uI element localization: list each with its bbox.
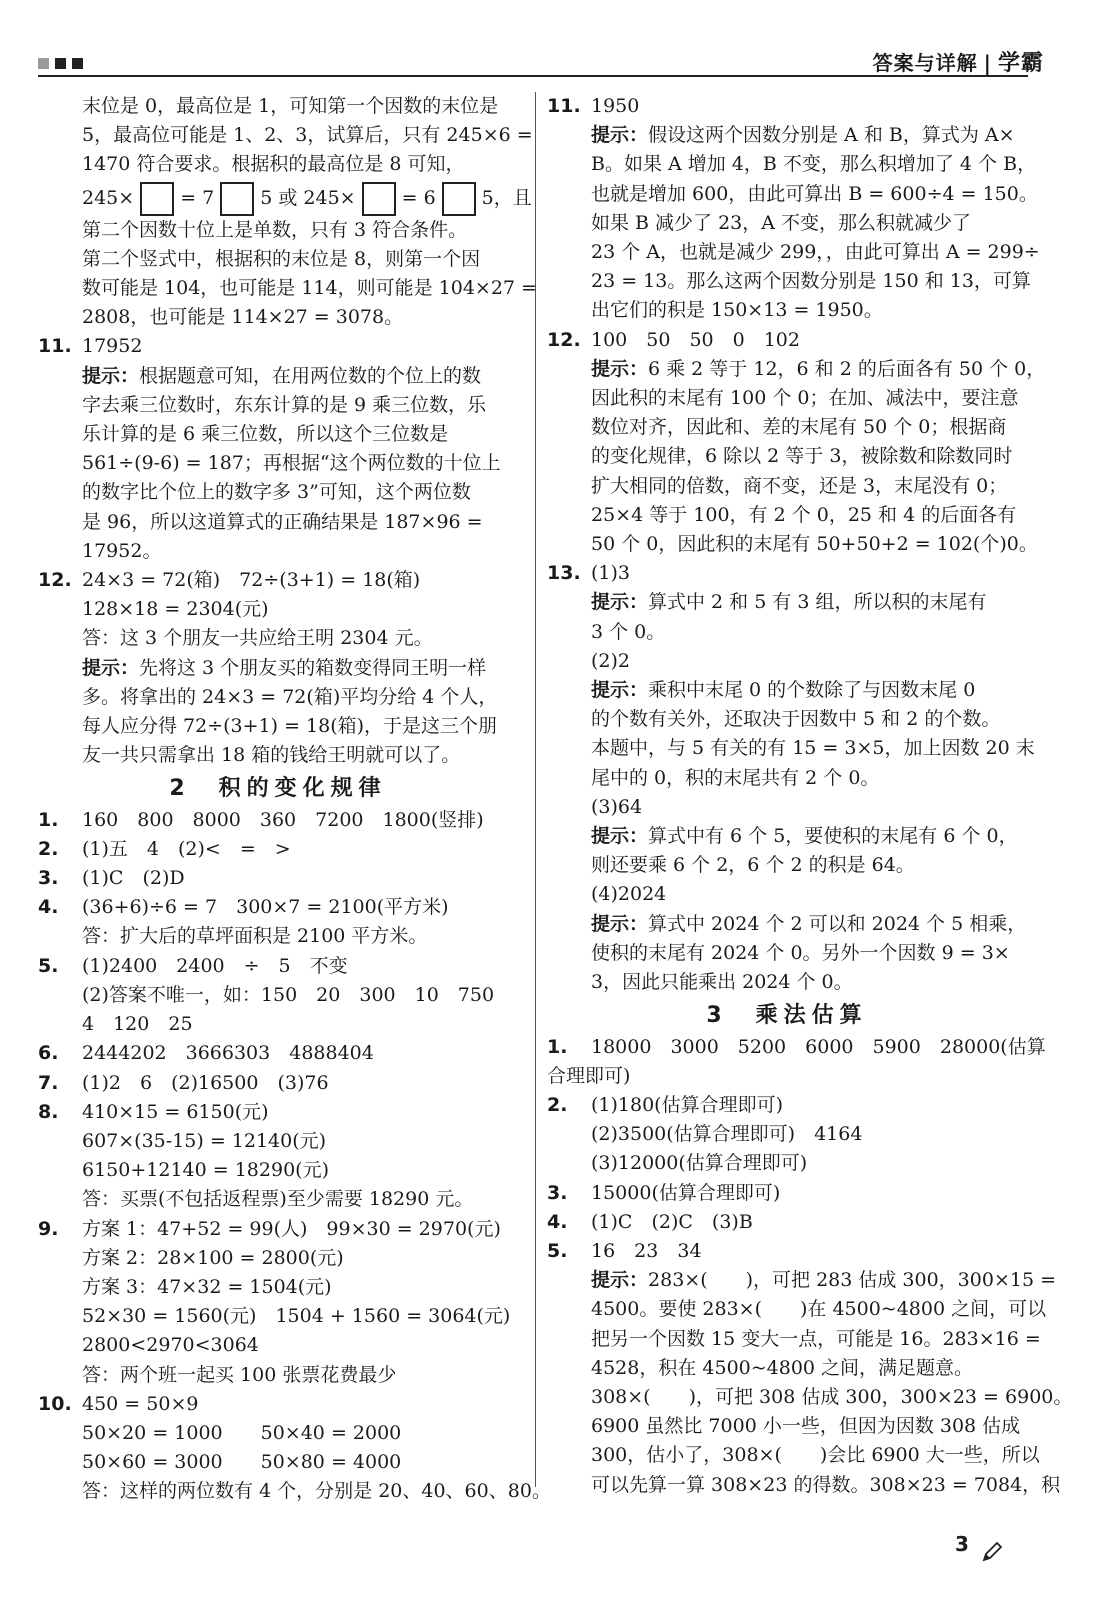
text-line [38, 1156, 518, 1185]
text-line [547, 880, 1027, 909]
text-line [547, 413, 1027, 442]
text-line [38, 1302, 518, 1331]
text-line [547, 851, 1027, 880]
question-number: 5. [547, 1239, 568, 1262]
question-item [547, 1033, 1046, 1062]
text-line [38, 1244, 518, 1273]
hint-line: 友一共只需拿出 18 箱的钱给王明就可以了。 [82, 744, 461, 767]
equation-part: = 7 [180, 186, 215, 209]
answer-text: 本题中，与 5 有关的有 15 = 3×5，加上因数 20 末 [591, 737, 1035, 760]
blank-box [220, 182, 254, 216]
text-line [547, 150, 1037, 179]
question-11 [38, 332, 518, 361]
question-number: 11. [38, 335, 72, 358]
equation-part: = 6 [401, 186, 436, 209]
section-number: 3 [706, 1003, 728, 1029]
question-number: 10. [38, 1392, 72, 1415]
text-line [547, 121, 1027, 150]
text-line [547, 1441, 1040, 1470]
text-line [547, 267, 1031, 296]
text-line [547, 939, 1027, 968]
question-number: 12. [547, 328, 581, 351]
answer-text: 50×60 = 3000 50×80 = 4000 [82, 1451, 402, 1474]
text-line [547, 209, 1027, 238]
text-line [547, 238, 1040, 267]
answer-text: 2800<2970<3064 [82, 1334, 259, 1357]
right-items [547, 92, 1046, 997]
question-number: 2. [547, 1093, 568, 1116]
text-line [547, 734, 1035, 763]
text-line [547, 1383, 1073, 1412]
answer-text: B。如果 A 增加 4，B 不变，那么积增加了 4 个 B， [591, 153, 1037, 176]
question-number: 11. [547, 95, 581, 117]
answer-text: 的个数有关外，还取决于因数中 5 和 2 的个数。 [591, 708, 1001, 731]
answer-text: 18000 3000 5200 6000 5900 28000(估算 [591, 1035, 1046, 1058]
question-item [547, 1091, 1027, 1120]
text-line [547, 1471, 1061, 1500]
answer-text: (3)12000(估算合理即可) [591, 1152, 808, 1175]
page-number: 3 [955, 1532, 969, 1556]
answer: 17952 [82, 335, 143, 358]
text-line: 128×18 = 2304(元) [82, 598, 269, 621]
hint-line: 的数字比个位上的数字多 3”可知，这个两位数 [82, 481, 471, 504]
text-line [547, 676, 1027, 705]
text-line [547, 588, 1027, 617]
hint-line: 17952。 [82, 539, 162, 562]
answer-text: 把另一个因数 15 变大一点，可能是 16。283×16 = [591, 1327, 1041, 1350]
text-line [547, 647, 1027, 676]
hint-line [38, 362, 518, 391]
text-line [547, 1325, 1041, 1354]
text-line [547, 530, 1038, 559]
answer-text: 25×4 等于 100，有 2 个 0，25 和 4 的后面各有 [591, 503, 1017, 526]
blank-box [140, 182, 174, 216]
answer-text: 数位对齐，因此和、差的末尾有 50 个 0；根据商 [591, 416, 1007, 439]
answer-text: 因此积的末尾有 100 个 0；在加、减法中，要注意 [591, 387, 1019, 410]
text-line [547, 355, 1046, 384]
answer-text: 50 个 0，因此积的末尾有 50+50+2 = 102(个)0。 [591, 533, 1038, 556]
question-item [38, 1390, 518, 1419]
answer-text: 尾中的 0，积的末尾共有 2 个 0。 [591, 766, 880, 789]
question-item [38, 1039, 518, 1068]
hint-text: 提示：算式中 2024 个 2 可以和 2024 个 5 相乘， [591, 912, 1027, 935]
text-line [547, 1295, 1047, 1324]
hint-label: 提示： [591, 679, 649, 702]
square-icon [55, 58, 66, 69]
equation-part: 5，且 [481, 186, 532, 209]
question-item [38, 1215, 518, 1244]
question-item [547, 326, 1027, 355]
answer-text: 出它们的积是 150×13 = 1950。 [591, 299, 883, 322]
hint-text: 提示：算式中 2 和 5 有 3 组，所以积的末尾有 [591, 591, 987, 614]
answer-text: 扩大相同的倍数，商不变，还是 3，末尾没有 0； [591, 474, 1008, 497]
hint-label: 提示： [82, 656, 140, 679]
hint-label: 提示： [591, 825, 649, 848]
question-item [547, 1237, 1027, 1266]
text-line [547, 1062, 1027, 1091]
hint-line [38, 654, 518, 683]
answer-text: 16 23 34 [591, 1239, 702, 1262]
text-line: 1470 符合要求。根据积的最高位是 8 可知， [82, 153, 465, 176]
answer-text: 23 个 A，也就是减少 299，，由此可算出 A = 299÷ [591, 241, 1040, 264]
question-number: 2. [38, 837, 59, 860]
text-line [38, 1010, 518, 1039]
answer-text: (36+6)÷6 = 7 300×7 = 2100(平方米) [82, 896, 449, 919]
text-line: 答：这 3 个朋友一共应给王明 2304 元。 [82, 627, 433, 650]
text-line [547, 1266, 1056, 1295]
text-line [38, 1273, 518, 1302]
question-item [38, 1098, 518, 1127]
text-line [38, 1127, 518, 1156]
section-heading-3 [547, 1001, 1027, 1030]
text-line [547, 1354, 1027, 1383]
hint-label: 提示： [591, 124, 649, 147]
answer-text: 答：两个班一起买 100 张票花费最少 [82, 1363, 397, 1386]
question-number: 5. [38, 954, 59, 977]
square-icon [38, 58, 49, 69]
question-item [38, 1069, 518, 1098]
question-number: 3. [38, 867, 59, 890]
text-line [547, 793, 1027, 822]
text-line [547, 296, 1027, 325]
hint-text: 提示：283×( )，可把 283 估成 300，300×15 = [591, 1269, 1056, 1292]
decorative-squares [38, 58, 83, 69]
question-number: 13. [547, 562, 581, 585]
answer-text: (2)2 [591, 649, 631, 672]
hint-text: 先将这 3 个朋友买的箱数变得同王明一样 [139, 656, 487, 679]
answer-text: 使积的末尾有 2024 个 0。另外一个因数 9 = 3× [591, 941, 1010, 964]
hint-line: 是 96，所以这道算式的正确结果是 187×96 = [82, 510, 483, 533]
question-number: 9. [38, 1217, 59, 1240]
answer-text: (1)2 6 (2)16500 (3)76 [82, 1071, 329, 1094]
text-line [38, 1331, 518, 1360]
text-line [547, 822, 1027, 851]
section-title: 积的变化规律 [218, 776, 387, 802]
hint-line: 每人应分得 72÷(3+1) = 18(箱)，于是这三个朋 [82, 715, 498, 738]
right-column [547, 92, 1073, 1500]
hint-text: 提示：假设这两个因数分别是 A 和 B，算式为 A× [591, 124, 1015, 147]
answer-text: 可以先算一算 308×23 的得数。308×23 = 7084，积 [591, 1473, 1061, 1496]
answer-text: 则还要乘 6 个 2，6 个 2 的积是 64。 [591, 854, 915, 877]
answer-text: 6150+12140 = 18290(元) [82, 1159, 329, 1182]
text-line [547, 442, 1027, 471]
pencil-icon [980, 1540, 1004, 1564]
question-item [547, 559, 1027, 588]
hint-line: 乐计算的是 6 乘三位数，所以这个三位数是 [82, 423, 449, 446]
answer-text: 方案 2：28×100 = 2800(元) [82, 1246, 344, 1269]
answer-text: (1)五 4 (2)< = > [82, 837, 291, 860]
text-line [547, 1149, 1027, 1178]
text-line [38, 1477, 551, 1506]
question-number: 4. [38, 896, 59, 919]
question-number: 8. [38, 1100, 59, 1123]
text-line [38, 1419, 518, 1448]
answer-text: 450 = 50×9 [82, 1392, 199, 1415]
answer-text: 3，因此只能乘出 2024 个 0。 [591, 971, 853, 994]
answer-text: 4500。要使 283×( )在 4500~4800 之间，可以 [591, 1298, 1047, 1321]
answer-text: 4 120 25 [82, 1013, 193, 1036]
answer-text: 答：这样的两位数有 4 个，分别是 20、40、60、80。 [82, 1480, 551, 1503]
box-equation-line [38, 180, 532, 216]
hint-label: 提示： [591, 1269, 649, 1292]
question-12 [38, 566, 518, 595]
question-item [38, 806, 518, 835]
question-item [38, 893, 518, 922]
section-heading-2 [38, 774, 518, 803]
question-number: 7. [38, 1071, 59, 1094]
answer-text: 52×30 = 1560(元) 1504 + 1560 = 3064(元) [82, 1305, 511, 1328]
answer-text: 也就是增加 600，由此可算出 B = 600÷4 = 150。 [591, 182, 1038, 205]
answer-text: 1950 [591, 95, 640, 117]
equation-part: 5 或 245× [260, 186, 356, 209]
answer-text: 如果 B 减少了 23，A 不变，那么积就减少了 [591, 211, 972, 234]
question-number: 4. [547, 1210, 568, 1233]
text-line: 末位是 0，最高位是 1，可知第一个因数的末位是 [82, 95, 499, 117]
answer-text: 4528，积在 4500~4800 之间，满足题意。 [591, 1356, 974, 1379]
answer-text: (1)C (2)C (3)B [591, 1210, 753, 1233]
answer-text: 方案 3：47×32 = 1504(元) [82, 1275, 332, 1298]
answer-text: 的变化规律，6 除以 2 等于 3，被除数和除数同时 [591, 445, 1013, 468]
answer-text: (3)64 [591, 795, 643, 818]
text-line: 数可能是 104，也可能是 114，则可能是 104×27 = [82, 277, 537, 300]
question-number: 1. [547, 1035, 568, 1058]
hint-text: 提示：乘积中末尾 0 的个数除了与因数末尾 0 [591, 679, 976, 702]
answer-text: 160 800 8000 360 7200 1800(竖排) [82, 808, 484, 831]
answer-text: (2)3500(估算合理即可) 4164 [591, 1123, 863, 1146]
answer-text: 3 个 0。 [591, 620, 666, 643]
text-line [547, 180, 1038, 209]
header-separator: | [983, 51, 992, 75]
text-line: 第二个因数十位上是单数，只有 3 符合条件。 [82, 218, 468, 241]
answer-text: 607×(35-15) = 12140(元) [82, 1129, 327, 1152]
answer-text: (1)C (2)D [82, 867, 185, 890]
text-line: 2808，也可能是 114×27 = 3078。 [82, 306, 404, 329]
answer-text: (2)答案不唯一，如：150 20 300 10 750 [82, 983, 495, 1006]
left-items [38, 806, 551, 1507]
hint-line: 字去乘三位数时，东东计算的是 9 乘三位数，乐 [82, 393, 487, 416]
question-item [38, 835, 518, 864]
answer: 24×3 = 72(箱) 72÷(3+1) = 18(箱) [82, 569, 421, 592]
answer-text: 合理即可) [547, 1064, 631, 1087]
answer-text: 15000(估算合理即可) [591, 1181, 781, 1204]
question-item [547, 1208, 1027, 1237]
text-line [38, 981, 518, 1010]
text-line [547, 705, 1027, 734]
answer-text: 50×20 = 1000 50×40 = 2000 [82, 1421, 402, 1444]
header-title: 答案与详解 [872, 51, 978, 75]
text-line [38, 1448, 518, 1477]
equation-part: 245× [82, 186, 135, 209]
text-line [547, 764, 1027, 793]
answer-text: 答：买票(不包括返程票)至少需要 18290 元。 [82, 1188, 474, 1211]
question-number: 12. [38, 569, 72, 592]
answer-text: 300，估小了，308×( )会比 6900 大一些，所以 [591, 1444, 1040, 1467]
text-line: 第二个竖式中，根据积的末位是 8，则第一个因 [82, 247, 481, 270]
brand-logo: 学霸 [997, 51, 1044, 76]
hint-label: 提示： [591, 357, 649, 380]
question-number: 6. [38, 1042, 59, 1065]
question-item [547, 1179, 1027, 1208]
question-item [38, 952, 518, 981]
section-number: 2 [169, 776, 191, 802]
hint-text: 根据题意可知，在用两位数的个位上的数 [139, 364, 482, 387]
answer-text: 6900 虽然比 7000 小一些，但因为因数 308 估成 [591, 1415, 1021, 1438]
text-line [547, 472, 1027, 501]
blank-box [442, 182, 476, 216]
question-item [547, 92, 1027, 121]
text-line [547, 618, 1027, 647]
hint-line: 多。将拿出的 24×3 = 72(箱)平均分给 4 个人， [82, 685, 498, 708]
hint-label: 提示： [82, 364, 140, 387]
answer-text: (1)180(估算合理即可) [591, 1093, 784, 1116]
hint-label: 提示： [591, 912, 649, 935]
left-column [38, 92, 551, 1507]
text-line [38, 922, 518, 951]
answer-text: 方案 1：47+52 = 99(人) 99×30 = 2970(元) [82, 1217, 501, 1240]
answer-text: 100 50 50 0 102 [591, 328, 800, 351]
text-line [547, 968, 1027, 997]
hint-label: 提示： [591, 591, 649, 614]
text-line [547, 501, 1027, 530]
hint-text: 提示：6 乘 2 等于 12，6 和 2 的后面各有 50 个 0， [591, 357, 1046, 380]
text-line [38, 1361, 518, 1390]
blank-box [362, 182, 396, 216]
hint-line: 561÷(9-6) = 187；再根据“这个两位数的十位上 [82, 452, 501, 475]
answer-text: 308×( )，可把 308 估成 300，300×23 = 6900。 [591, 1385, 1073, 1408]
answer-text: 答：扩大后的草坪面积是 2100 平方米。 [82, 925, 428, 948]
text-line [38, 1185, 518, 1214]
question-number: 3. [547, 1181, 568, 1204]
answer-text: 2444202 3666303 4888404 [82, 1042, 374, 1065]
question-number: 1. [38, 808, 59, 831]
answer-text: 23 = 13。那么这两个因数分别是 150 和 13，可算 [591, 270, 1031, 293]
page-header [873, 46, 1044, 77]
question-item [38, 864, 518, 893]
text-line: 5，最高位可能是 1、2、3，试算后，只有 245×6 = [82, 124, 533, 147]
right-items-2 [547, 1033, 1073, 1500]
text-line [547, 910, 1027, 939]
square-icon [72, 58, 83, 69]
section-title: 乘法估算 [755, 1003, 868, 1029]
answer-text: 410×15 = 6150(元) [82, 1100, 269, 1123]
answer-text: (1)2400 2400 ÷ 5 不变 [82, 954, 348, 977]
answer-text: (4)2024 [591, 883, 667, 906]
text-line [547, 1412, 1027, 1441]
answer-text: (1)3 [591, 562, 631, 585]
text-line [547, 1120, 1027, 1149]
text-line [547, 384, 1027, 413]
hint-text: 提示：算式中有 6 个 5，要使积的末尾有 6 个 0， [591, 825, 1018, 848]
